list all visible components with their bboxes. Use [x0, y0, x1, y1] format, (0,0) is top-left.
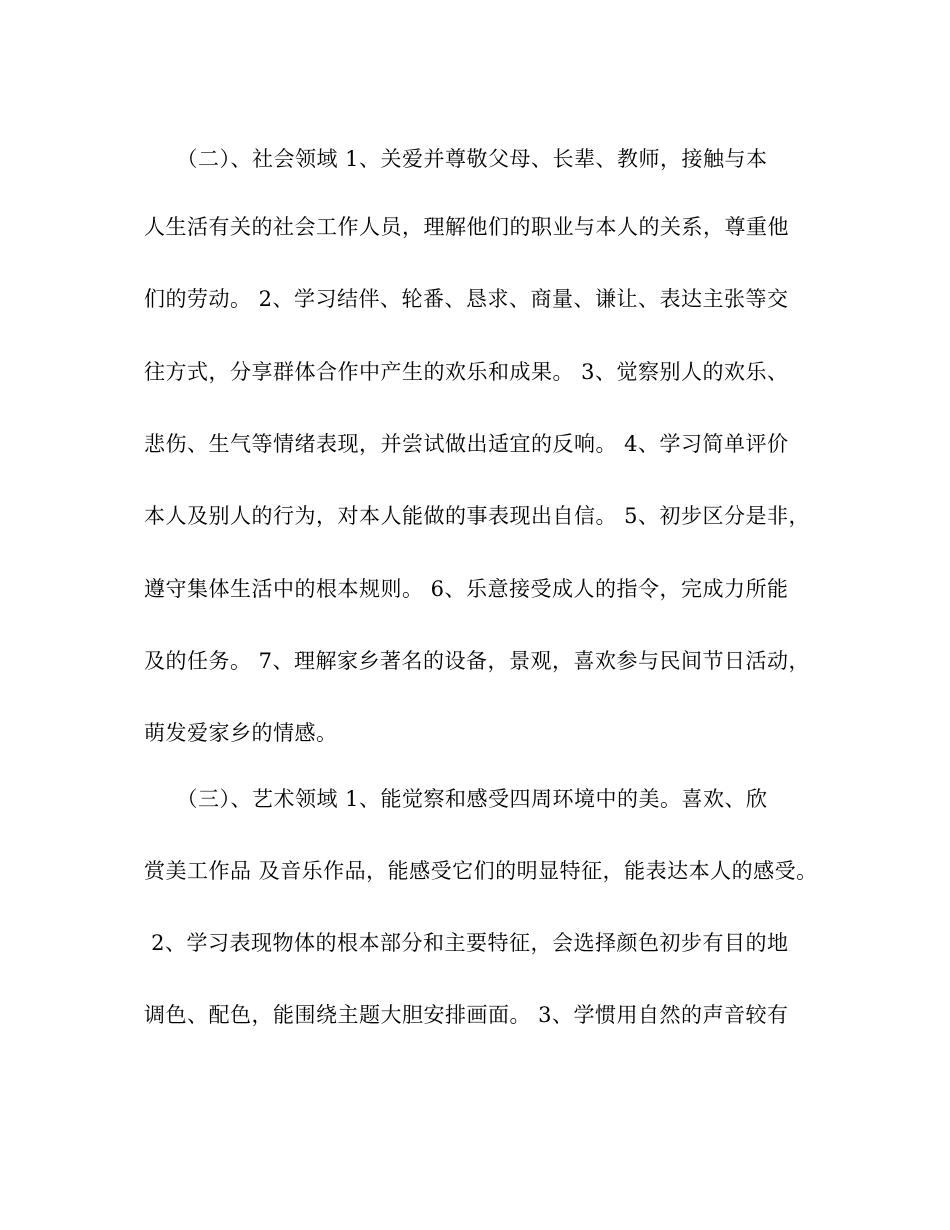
paragraph-line-4: 往方式，分享群体合作中产生的欢乐和成果。 3、觉察别人的欢乐、: [144, 360, 789, 384]
paragraph-line-2: 人生活有关的社会工作人员，理解他们的职业与本人的关系，尊重他: [144, 215, 789, 239]
paragraph-line-7: 遵守集体生活中的根本规则。 6、乐意接受成人的指令，完成力所能: [144, 577, 789, 601]
paragraph-line-12: 2、学习表现物体的根本部分和主要特征，会选择颜色初步有目的地: [144, 931, 789, 955]
paragraph-line-13: 调色、配色，能围绕主题大胆安排画面。 3、学惯用自然的声音较有: [144, 1003, 789, 1027]
paragraph-line-10: （三）、艺术领域 1、能觉察和感受四周环境中的美。喜欢、欣: [144, 787, 768, 811]
paragraph-line-3: 们的劳动。 2、学习结伴、轮番、恳求、商量、谦让、表达主张等交: [144, 287, 789, 311]
paragraph-line-8: 及的任务。 7、理解家乡著名的设备，景观，喜欢参与民间节日活动，: [144, 649, 811, 673]
paragraph-line-6: 本人及别人的行为，对本人能做的事表现出自信。 5、初步区分是非，: [144, 504, 811, 528]
paragraph-line-11: 赏美工作品 及音乐作品，能感受它们的明显特征，能表达本人的感受。: [144, 859, 818, 883]
paragraph-line-5: 悲伤、生气等情绪表现，并尝试做出适宜的反响。 4、学习简单评价: [144, 432, 789, 456]
paragraph-line-9: 萌发爱家乡的情感。: [144, 721, 338, 745]
paragraph-line-1: （二）、社会领域 1、关爱并尊敬父母、长辈、教师，接触与本: [144, 147, 768, 171]
